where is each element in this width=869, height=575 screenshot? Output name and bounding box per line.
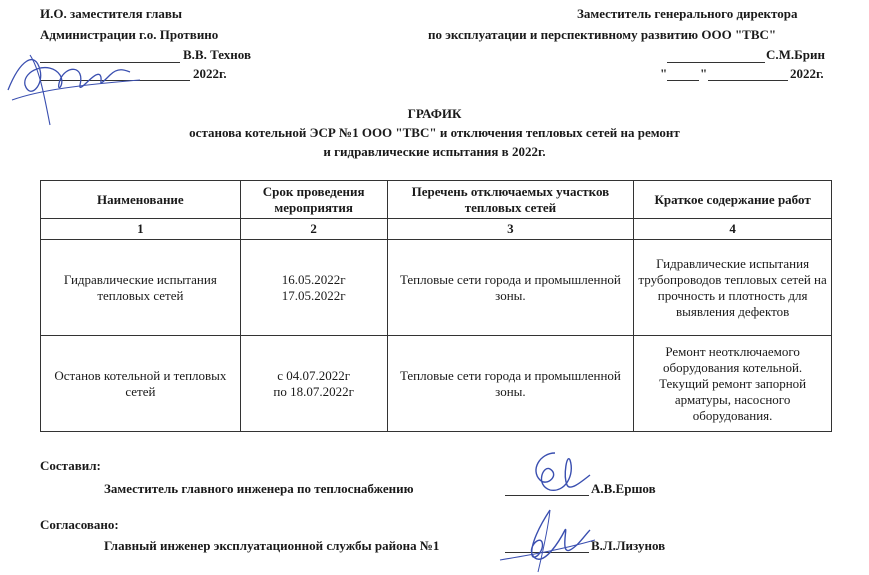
cell-term [240,240,387,336]
left-approval-year: 2022г. [193,66,227,81]
title-line-1: ГРАФИК [407,106,462,121]
header-term: Срок проведения мероприятия [240,181,387,219]
right-approval-day-line [667,80,699,81]
column-number: 1 [41,219,241,240]
title-line-2: останова котельной ЭСР №1 ООО "ТВС" и отключения тепловых сетей на ремонт [189,125,680,140]
compiled-name: А.В.Ершов [591,481,656,496]
cell-name: Останов котельной и тепловых сетей [41,336,241,432]
compiled-label: Составил: [40,458,101,473]
right-approval-position-1: Заместитель генерального директора [577,6,798,21]
table-row [41,240,832,336]
right-approval-position-2: по эксплуатации и перспективному развитию ООО "ТВС" [428,27,777,42]
table-number-row [41,219,832,240]
left-approval-position-2: Администрации г.о. Протвино [40,27,219,42]
cell-term [240,336,387,432]
cell-sections: Тепловые сети города и промышленной зоны. [387,240,634,336]
term-end: 17.05.2022г [281,287,346,303]
header-works: Краткое содержание работ [634,181,832,219]
cell-sections: Тепловые сети города и промышленной зоны. [387,336,634,432]
agreed-name: В.Л.Лизунов [591,538,666,553]
term-end: по 18.07.2022г [273,383,354,399]
right-approval-close-quote: " [700,66,708,81]
table-row [41,336,832,432]
compiled-signature-icon [515,445,595,500]
right-approval-name: С.М.Брин [766,47,825,62]
header-sections: Перечень отключаемых участков тепловых сетей [387,181,634,219]
document-title [0,104,869,161]
agreed-signature-icon [490,500,600,575]
right-approval-month-line [708,80,788,81]
agreed-position: Главный инженер эксплуатационной службы района №1 [104,538,440,553]
column-number: 3 [387,219,634,240]
term-start: 16.05.2022г [281,271,346,287]
cell-name: Гидравлические испытания тепловых сетей [41,240,241,336]
cell-works: Гидравлические испытания трубопроводов тепловых сетей на прочность и плотность для выявления дефектов [634,240,832,336]
cell-works: Ремонт неотключаемого оборудования котельной. Текущий ремонт запорной арматуры, насосного оборудования. [634,336,832,432]
table-header-row [41,181,832,219]
right-approval-open-quote: " [660,66,668,81]
right-approval-sign-line [667,62,765,63]
column-number: 4 [634,219,832,240]
left-approval-name: В.В. Технов [183,47,251,62]
agreed-label: Согласовано: [40,517,119,532]
left-approval-position-1: И.О. заместителя главы [40,6,183,21]
column-number: 2 [240,219,387,240]
header-name: Наименование [41,181,241,219]
compiled-position: Заместитель главного инженера по теплоснабжению [104,481,414,496]
title-line-3: и гидравлические испытания в 2022г. [323,144,546,159]
right-approval-year: 2022г. [790,66,824,81]
term-start: с 04.07.2022г [277,367,351,383]
schedule-table [40,180,832,432]
